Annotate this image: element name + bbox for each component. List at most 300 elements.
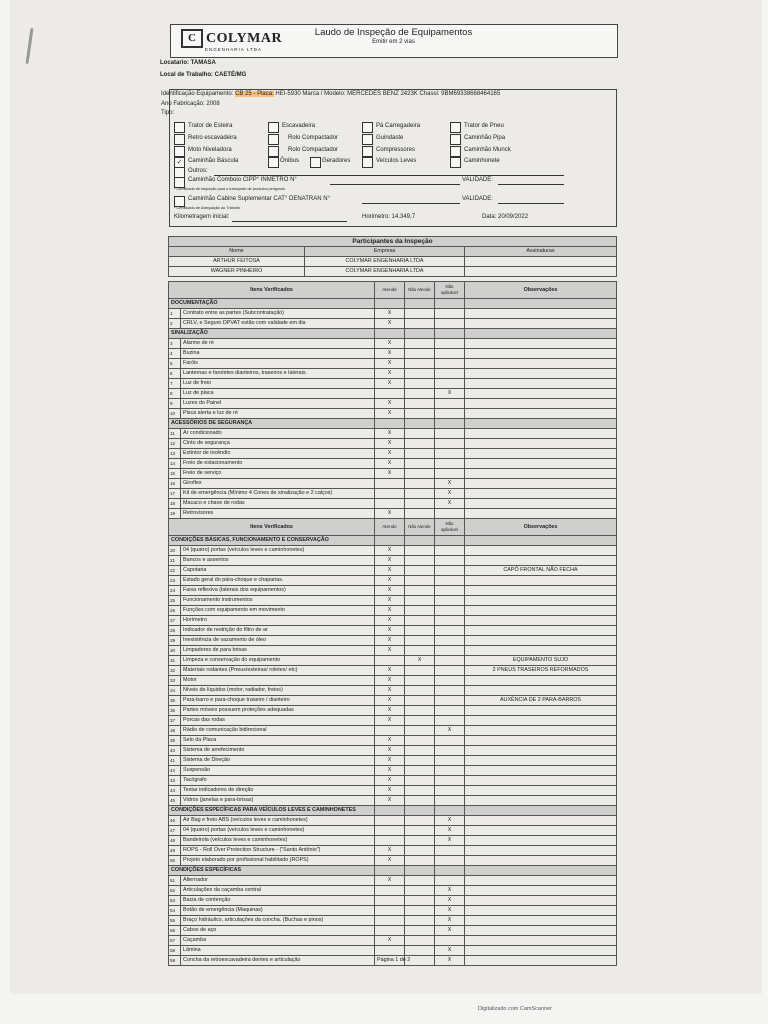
table-row [169, 469, 617, 479]
row-observacao [465, 309, 617, 319]
document-header [170, 24, 618, 58]
data: Data: 20/09/2022 [482, 214, 529, 220]
row-item: Luz de placa [181, 389, 375, 399]
row-nao-atende [405, 586, 435, 596]
row-number: 52 [169, 886, 181, 896]
row-observacao [465, 636, 617, 646]
section-cell [405, 806, 435, 816]
row-nao-atende [405, 606, 435, 616]
row-nao-aplicavel: X [435, 926, 465, 936]
row-nao-atende [405, 896, 435, 906]
row-nao-aplicavel [435, 676, 465, 686]
row-number: 6 [169, 369, 181, 379]
row-nao-atende [405, 379, 435, 389]
col-nao-atende: Não Atende [405, 519, 435, 536]
row-atende: X [375, 706, 405, 716]
section-cell [465, 299, 617, 309]
ano-fabricacao: Ano Fabricação: 2008 [161, 101, 220, 107]
row-item: Lanternas e faroletes dianteiros, traseiros e laterais. [181, 369, 375, 379]
row-atende: X [375, 379, 405, 389]
row-atende: X [375, 846, 405, 856]
row-nao-aplicavel: X [435, 946, 465, 956]
row-nao-aplicavel [435, 776, 465, 786]
row-number: 56 [169, 926, 181, 936]
row-observacao [465, 479, 617, 489]
row-nao-atende [405, 389, 435, 399]
row-nao-atende [405, 776, 435, 786]
row-nao-aplicavel [435, 576, 465, 586]
row-atende: X [375, 646, 405, 656]
row-observacao [465, 786, 617, 796]
section-cell [435, 806, 465, 816]
row-observacao [465, 459, 617, 469]
participant-company: COLYMAR ENGENHARIA LTDA [305, 257, 465, 267]
col-nao-atende: Não Atende [405, 282, 435, 299]
row-item: Inexistência de vazamento de óleo [181, 636, 375, 646]
section-cell [405, 536, 435, 546]
row-nao-aplicavel [435, 339, 465, 349]
row-number: 49 [169, 846, 181, 856]
row-nao-atende [405, 636, 435, 646]
row-atende [375, 826, 405, 836]
company-logo [181, 29, 282, 52]
tipo-option-label: Caminhão Pipa [464, 135, 506, 141]
row-nao-atende [405, 439, 435, 449]
row-nao-aplicavel [435, 459, 465, 469]
row-nao-aplicavel [435, 706, 465, 716]
row-atende: X [375, 556, 405, 566]
row-nao-aplicavel [435, 409, 465, 419]
row-nao-aplicavel [435, 359, 465, 369]
row-atende [375, 726, 405, 736]
row-observacao [465, 876, 617, 886]
row-item: Botão de emergência (Maquinas) [181, 906, 375, 916]
row-nao-aplicavel: X [435, 896, 465, 906]
row-atende: X [375, 716, 405, 726]
tipo-checkbox[interactable] [174, 122, 185, 133]
row-atende: X [375, 576, 405, 586]
row-atende: X [375, 746, 405, 756]
row-atende: X [375, 596, 405, 606]
row-observacao [465, 449, 617, 459]
row-atende: X [375, 319, 405, 329]
row-nao-aplicavel [435, 309, 465, 319]
row-observacao [465, 746, 617, 756]
row-number: 11 [169, 429, 181, 439]
row-observacao [465, 499, 617, 509]
row-number: 33 [169, 676, 181, 686]
row-number: 29 [169, 636, 181, 646]
row-nao-atende [405, 676, 435, 686]
row-nao-aplicavel [435, 449, 465, 459]
row-atende [375, 926, 405, 936]
row-nao-atende [405, 756, 435, 766]
comboio-note: * Certificado de Inspeção para o transporte de produtos perigosos [174, 187, 286, 191]
row-item: Air Bag e freio ABS (veículos leves e caminhonetes) [181, 816, 375, 826]
col-observacoes: Observações [465, 282, 617, 299]
row-nao-aplicavel: X [435, 906, 465, 916]
row-item: Capotaria [181, 566, 375, 576]
table-row [169, 856, 617, 866]
row-nao-aplicavel: X [435, 956, 465, 966]
participants-header-assinaturas: Assinaturas [465, 247, 617, 257]
participant-name: ARTHUR FEITOSA [169, 257, 305, 267]
row-atende: X [375, 439, 405, 449]
row-number: 5 [169, 359, 181, 369]
row-nao-atende [405, 706, 435, 716]
row-observacao [465, 509, 617, 519]
table-row [169, 946, 617, 956]
row-nao-aplicavel [435, 756, 465, 766]
row-number: 50 [169, 856, 181, 866]
col-observacoes: Observações [465, 519, 617, 536]
tipo-checkbox[interactable] [174, 134, 185, 145]
row-item: Macaco e chave de rodas [181, 499, 375, 509]
row-number: 4 [169, 349, 181, 359]
row-item: Freio de serviço [181, 469, 375, 479]
row-atende: X [375, 936, 405, 946]
row-observacao [465, 726, 617, 736]
row-item: Materiais rodantes (Pneus/esteiras/ roletes/ etc) [181, 666, 375, 676]
row-item: Ar condicionado [181, 429, 375, 439]
row-observacao [465, 439, 617, 449]
table-row [169, 596, 617, 606]
row-number: 3 [169, 339, 181, 349]
section-title: DOCUMENTAÇÃO [169, 299, 375, 309]
tipo-checkbox[interactable] [450, 157, 461, 168]
row-nao-aplicavel: X [435, 726, 465, 736]
table-row [169, 886, 617, 896]
row-item: ROPS - Roll Over Protection Structure - ("Santo Antônio") [181, 846, 375, 856]
row-item: Luzes do Painel [181, 399, 375, 409]
section-cell [465, 866, 617, 876]
row-nao-aplicavel: X [435, 886, 465, 896]
table-row [169, 479, 617, 489]
row-atende: X [375, 409, 405, 419]
row-nao-aplicavel [435, 596, 465, 606]
row-number: 10 [169, 409, 181, 419]
section-cell [435, 299, 465, 309]
col-nao-aplicavel: Não aplicável [435, 282, 465, 299]
tipo-option-label: Caminhão Báscula [188, 158, 239, 164]
tipo-option-label: Trator de Pneu [464, 123, 504, 129]
row-nao-atende [405, 399, 435, 409]
ident-highlight: CB 25 - Placa: [235, 91, 274, 97]
row-number: 36 [169, 706, 181, 716]
row-atende: X [375, 856, 405, 866]
row-item: Luz de freio [181, 379, 375, 389]
tipo-checkbox[interactable] [362, 122, 373, 133]
row-item: Limpeza e conservação do equipamento [181, 656, 375, 666]
row-atende: X [375, 399, 405, 409]
row-number: 31 [169, 656, 181, 666]
row-atende [375, 499, 405, 509]
row-observacao [465, 776, 617, 786]
row-number: 15 [169, 469, 181, 479]
row-number: 48 [169, 836, 181, 846]
km-label: Kilometragem inicial: [174, 214, 230, 220]
row-number: 55 [169, 916, 181, 926]
row-nao-atende [405, 716, 435, 726]
tipo-checkbox[interactable] [362, 157, 373, 168]
row-atende: X [375, 876, 405, 886]
table-row [169, 646, 617, 656]
tipo-checkbox[interactable] [450, 122, 461, 133]
row-nao-aplicavel [435, 856, 465, 866]
row-observacao [465, 429, 617, 439]
row-number: 17 [169, 489, 181, 499]
table-row [169, 499, 617, 509]
tipo-checkbox[interactable] [362, 146, 373, 157]
row-item: Articulações da caçamba central [181, 886, 375, 896]
row-nao-atende [405, 846, 435, 856]
row-observacao [465, 896, 617, 906]
row-nao-atende [405, 489, 435, 499]
section-cell [375, 806, 405, 816]
table-row [169, 676, 617, 686]
row-item: Para-barro e para-choque traseiro / dianteiro [181, 696, 375, 706]
row-item: Bacia de contenção [181, 896, 375, 906]
table-row [169, 666, 617, 676]
row-item: Funcionamento instrumentos [181, 596, 375, 606]
row-nao-aplicavel [435, 796, 465, 806]
row-item: Selo da Placa [181, 736, 375, 746]
row-nao-aplicavel [435, 566, 465, 576]
row-item: Testar indicadores de direção [181, 786, 375, 796]
section-row [169, 329, 617, 339]
row-observacao [465, 586, 617, 596]
table-row [169, 459, 617, 469]
row-nao-atende [405, 766, 435, 776]
row-nao-aplicavel [435, 716, 465, 726]
row-item: 04 (quatro) portas (veículos leves e caminhonetes) [181, 546, 375, 556]
table-row [169, 876, 617, 886]
table-row [169, 756, 617, 766]
tipo-option-label: Geradores [322, 158, 351, 164]
row-observacao [465, 706, 617, 716]
row-nao-atende [405, 359, 435, 369]
table-row [169, 389, 617, 399]
row-observacao [465, 339, 617, 349]
row-observacao [465, 646, 617, 656]
row-observacao [465, 946, 617, 956]
section-cell [465, 419, 617, 429]
row-nao-atende: X [405, 656, 435, 666]
row-nao-atende [405, 926, 435, 936]
row-atende: Página 1 de 2 [375, 956, 405, 966]
tipo-option-label: Pá Carregadeira [376, 123, 421, 129]
section-cell [405, 299, 435, 309]
table-row [169, 576, 617, 586]
comboio-label: Caminhão Comboio CIPP° INMETRO N° [188, 177, 297, 183]
pen-mark [26, 28, 34, 64]
row-nao-atende [405, 626, 435, 636]
row-nao-aplicavel [435, 379, 465, 389]
row-nao-atende [405, 369, 435, 379]
table-row [169, 636, 617, 646]
row-item: Motor [181, 676, 375, 686]
tipo-option-label: Caminhonete [464, 158, 500, 164]
row-number: 12 [169, 439, 181, 449]
tipo-option-label: Retro escavadeira [188, 135, 237, 141]
table-row [169, 746, 617, 756]
section-title: CONDIÇÕES ESPECÍFICAS [169, 866, 375, 876]
tipo-label: Tipo: [161, 110, 175, 116]
tipo-checkbox[interactable] [450, 134, 461, 145]
table-row [169, 936, 617, 946]
row-item: Cabos de aço [181, 926, 375, 936]
row-number: 59 [169, 956, 181, 966]
col-itens-verificados: Itens Verificados [169, 282, 375, 299]
row-item: Braço hidráulico, articulações da concha. (Buchas e pinos) [181, 916, 375, 926]
row-nao-aplicavel: X [435, 916, 465, 926]
tipo-option-label: Trator de Esteira [188, 123, 233, 129]
inspection-sheet [10, 0, 762, 994]
row-atende: X [375, 786, 405, 796]
row-nao-atende [405, 666, 435, 676]
row-observacao [465, 916, 617, 926]
section-title: ACESSÓRIOS DE SEGURANÇA [169, 419, 375, 429]
row-item: Retrovisores [181, 509, 375, 519]
row-nao-atende [405, 856, 435, 866]
row-item: Cinto de segurança [181, 439, 375, 449]
row-observacao [465, 626, 617, 636]
row-nao-aplicavel [435, 636, 465, 646]
table-row [169, 816, 617, 826]
row-nao-atende [405, 546, 435, 556]
table-row [169, 616, 617, 626]
row-item: Freio de estacionamento [181, 459, 375, 469]
outros-line [214, 175, 564, 176]
tipo-checkbox[interactable] [310, 157, 321, 168]
table-row [169, 546, 617, 556]
row-atende: X [375, 509, 405, 519]
row-nao-aplicavel [435, 936, 465, 946]
tipo-checkbox[interactable] [268, 157, 279, 168]
table-row [169, 359, 617, 369]
table-row [169, 556, 617, 566]
table-row [169, 566, 617, 576]
row-nao-atende [405, 946, 435, 956]
row-atende [375, 906, 405, 916]
row-nao-aplicavel: X [435, 836, 465, 846]
row-atende: X [375, 566, 405, 576]
row-nao-atende [405, 469, 435, 479]
row-nao-aplicavel [435, 469, 465, 479]
table-row [169, 319, 617, 329]
tipo-checkbox[interactable] [268, 122, 279, 133]
row-observacao [465, 319, 617, 329]
tipo-checkbox[interactable] [174, 146, 185, 157]
row-item: Alarme de ré [181, 339, 375, 349]
row-number: 9 [169, 399, 181, 409]
row-nao-atende [405, 686, 435, 696]
row-nao-atende [405, 886, 435, 896]
row-atende: X [375, 686, 405, 696]
row-nao-atende [405, 449, 435, 459]
row-number: 42 [169, 766, 181, 776]
row-number: 24 [169, 586, 181, 596]
row-nao-aplicavel [435, 656, 465, 666]
row-item: Faróis [181, 359, 375, 369]
row-nao-atende [405, 726, 435, 736]
col-atende: Atende [375, 519, 405, 536]
participants-title: Participantes da Inspeção [169, 237, 617, 247]
row-atende [375, 886, 405, 896]
section-title: CONDIÇÕES BÁSICAS, FUNCIONAMENTO E CONSERVAÇÃO [169, 536, 375, 546]
tipo-option-label: Ônibus [280, 158, 300, 164]
section-cell [435, 536, 465, 546]
row-atende: X [375, 666, 405, 676]
section-cell [405, 419, 435, 429]
section-title: CONDIÇÕES ESPECÍFICAS PARA VEÍCULOS LEVES E CAMINHONETES [169, 806, 375, 816]
row-nao-atende [405, 319, 435, 329]
row-item: Funções com equipamento em movimento [181, 606, 375, 616]
row-number: 30 [169, 646, 181, 656]
row-nao-aplicavel [435, 606, 465, 616]
row-nao-aplicavel: X [435, 479, 465, 489]
row-nao-atende [405, 746, 435, 756]
row-observacao [465, 369, 617, 379]
row-observacao [465, 936, 617, 946]
row-nao-aplicavel [435, 369, 465, 379]
row-nao-aplicavel [435, 319, 465, 329]
row-nao-aplicavel [435, 746, 465, 756]
row-nao-atende [405, 309, 435, 319]
row-item: Bandeirola (veículos leves e caminhonetes) [181, 836, 375, 846]
table-row [169, 509, 617, 519]
comboio-validade-line [498, 184, 564, 185]
local-trabalho: Local de Trabalho: CAETÉ/MG [160, 72, 247, 78]
tipo-checkbox[interactable] [362, 134, 373, 145]
table-row [169, 626, 617, 636]
row-nao-atende [405, 479, 435, 489]
row-item: Contrato entre as partes (Subcontratação) [181, 309, 375, 319]
section-cell [465, 329, 617, 339]
row-number: 16 [169, 479, 181, 489]
row-nao-aplicavel [435, 626, 465, 636]
row-atende: X [375, 756, 405, 766]
table-row [169, 696, 617, 706]
participants-header-empresa: Empresa [305, 247, 465, 257]
row-number: 40 [169, 746, 181, 756]
row-atende: X [375, 546, 405, 556]
row-item: Limpadores de para brisas [181, 646, 375, 656]
tipo-option-label: Outros: [188, 168, 208, 174]
cabine-label: Caminhão Cabine Suplementar CAT° DENATRAN N° [188, 196, 330, 202]
row-number: 13 [169, 449, 181, 459]
row-nao-atende [405, 596, 435, 606]
tipo-checkbox[interactable]: ✓ [174, 157, 185, 168]
row-item: Partes móveis possuem proteções adequadas [181, 706, 375, 716]
tipo-checkbox[interactable] [268, 146, 279, 157]
row-nao-aplicavel [435, 429, 465, 439]
row-observacao [465, 836, 617, 846]
table-row [169, 489, 617, 499]
row-nao-atende [405, 499, 435, 509]
table-header-row [169, 519, 617, 536]
row-observacao [465, 409, 617, 419]
row-observacao [465, 956, 617, 966]
tipo-checkbox[interactable] [268, 134, 279, 145]
row-atende: X [375, 429, 405, 439]
section-cell [375, 419, 405, 429]
row-nao-aplicavel [435, 666, 465, 676]
tipo-checkbox[interactable] [450, 146, 461, 157]
row-nao-aplicavel: X [435, 389, 465, 399]
tipo-option-label: Rolo Compactador [288, 135, 339, 141]
row-number: 54 [169, 906, 181, 916]
